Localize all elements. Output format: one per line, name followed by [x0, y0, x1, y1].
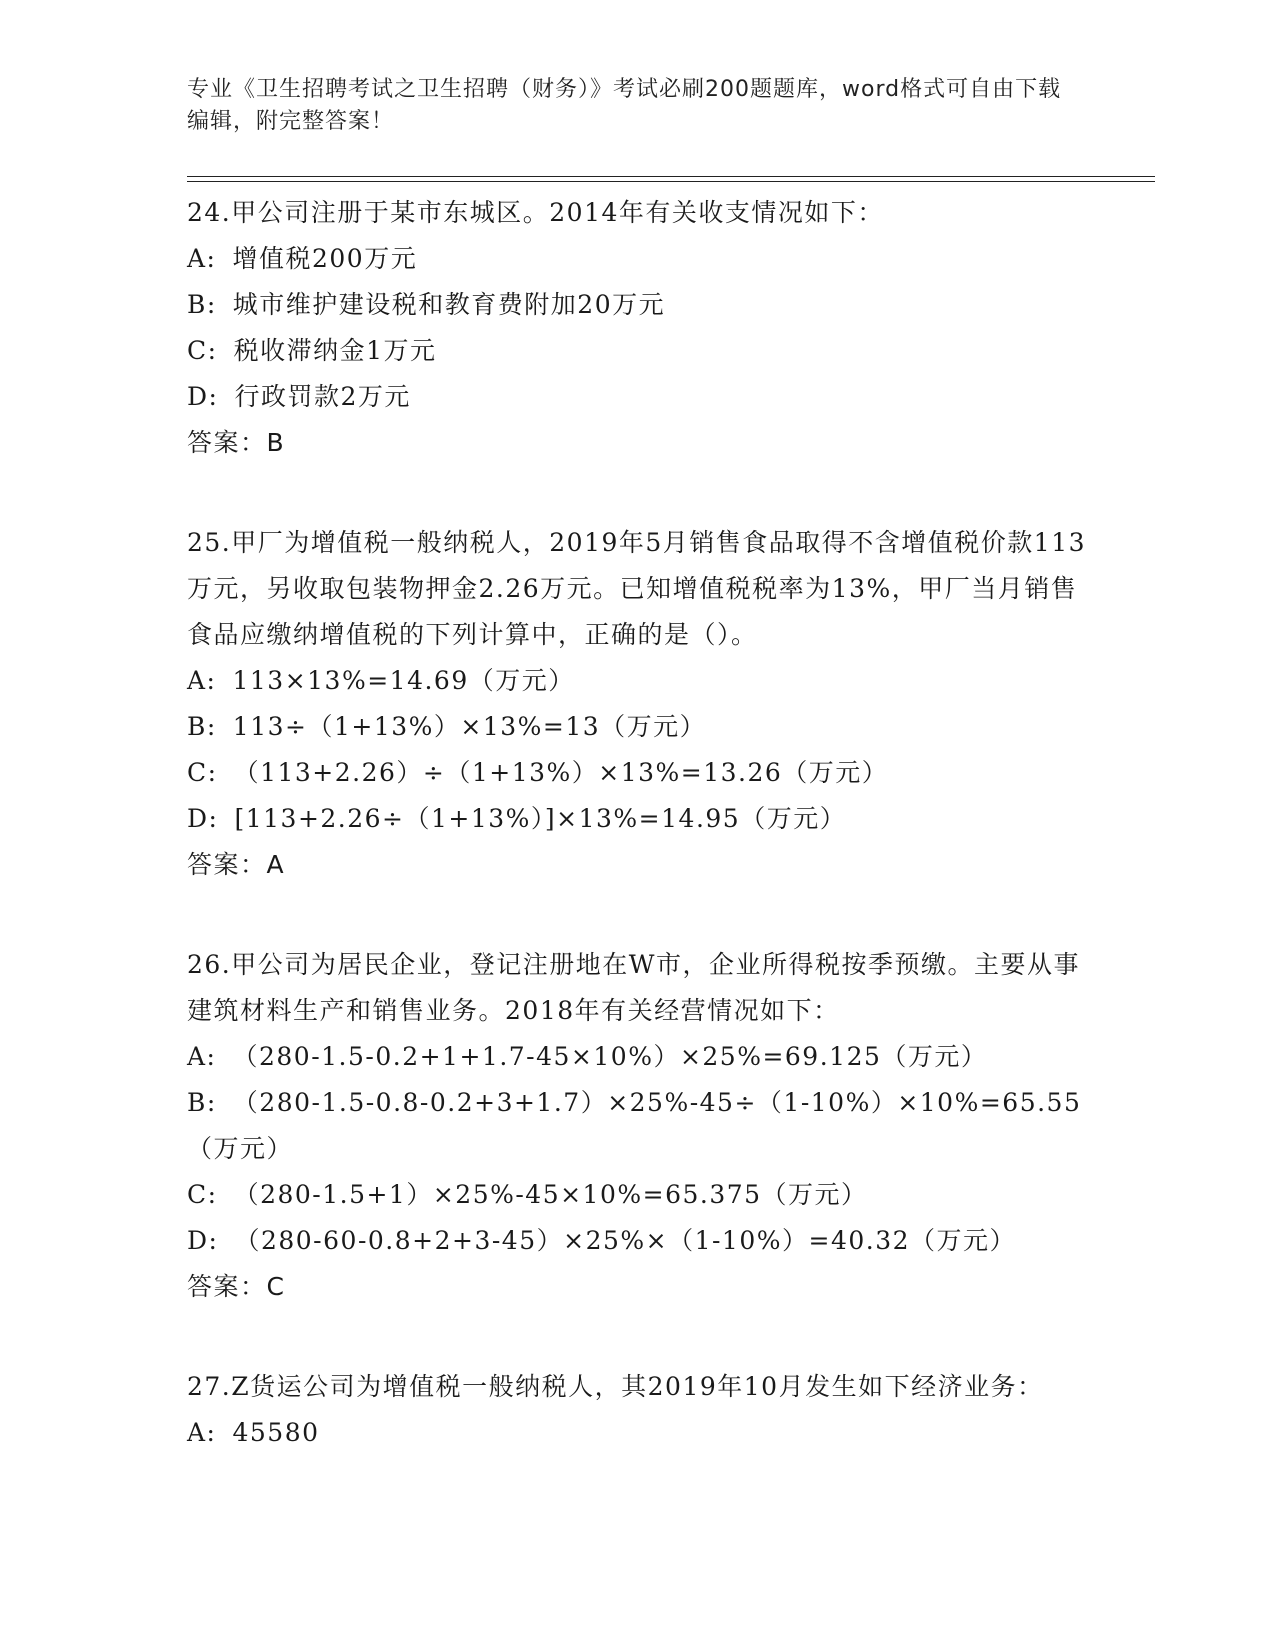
option-c: C: 税收滞纳金1万元 — [187, 336, 437, 365]
option-b: B: 113÷（1+13%）×13%=13（万元） — [187, 712, 707, 741]
option-b: B: 城市维护建设税和教育费附加20万元 — [187, 290, 666, 319]
option-a: A: （280-1.5-0.2+1+1.7-45×10%）×25%=69.125（万元） — [187, 1042, 988, 1071]
question-stem: 26.甲公司为居民企业，登记注册地在W市，企业所得税按季预缴。主要从事建筑材料生产和销售业务。2018年有关经营情况如下： — [187, 950, 1080, 1025]
header-divider-top — [187, 176, 1155, 177]
option-d: D: [113+2.26÷（1+13%）]×13%=14.95（万元） — [187, 804, 847, 833]
question-stem: 25.甲厂为增值税一般纳税人，2019年5月销售食品取得不含增值税价款113万元，另收取包装物押金2.26万元。已知增值税税率为13%，甲厂当月销售食品应缴纳增值税的下列计算中，正确的是（）。 — [187, 528, 1087, 649]
option-b: B: （280-1.5-0.8-0.2+3+1.7）×25%-45÷（1-10%）×10%=65.55（万元） — [187, 1088, 1082, 1163]
option-d: D: 行政罚款2万元 — [187, 382, 411, 411]
option-a: A: 45580 — [187, 1418, 320, 1447]
option-c: C: （280-1.5+1）×25%-45×10%=65.375（万元） — [187, 1180, 868, 1209]
answer-label: 答案：C — [187, 1272, 286, 1301]
option-a: A: 增值税200万元 — [187, 244, 418, 273]
question-24 — [187, 190, 1087, 466]
option-d: D: （280-60-0.8+2+3-45）×25%×（1-10%）=40.32（万元） — [187, 1226, 1017, 1255]
option-a: A: 113×13%=14.69（万元） — [187, 666, 575, 695]
question-list — [187, 190, 1087, 1510]
header-divider-bottom — [187, 181, 1155, 182]
option-c: C: （113+2.26）÷（1+13%）×13%=13.26（万元） — [187, 758, 889, 787]
question-stem: 24.甲公司注册于某市东城区。2014年有关收支情况如下： — [187, 198, 884, 227]
question-27 — [187, 1364, 1087, 1456]
answer-label: 答案：B — [187, 428, 286, 457]
document-header: 专业《卫生招聘考试之卫生招聘（财务）》考试必刷200题题库，word格式可自由下载编辑，附完整答案！ — [187, 77, 1062, 134]
question-26 — [187, 942, 1087, 1310]
question-stem: 27.Z货运公司为增值税一般纳税人，其2019年10月发生如下经济业务： — [187, 1372, 1044, 1401]
answer-label: 答案：A — [187, 850, 286, 879]
question-25 — [187, 520, 1087, 888]
